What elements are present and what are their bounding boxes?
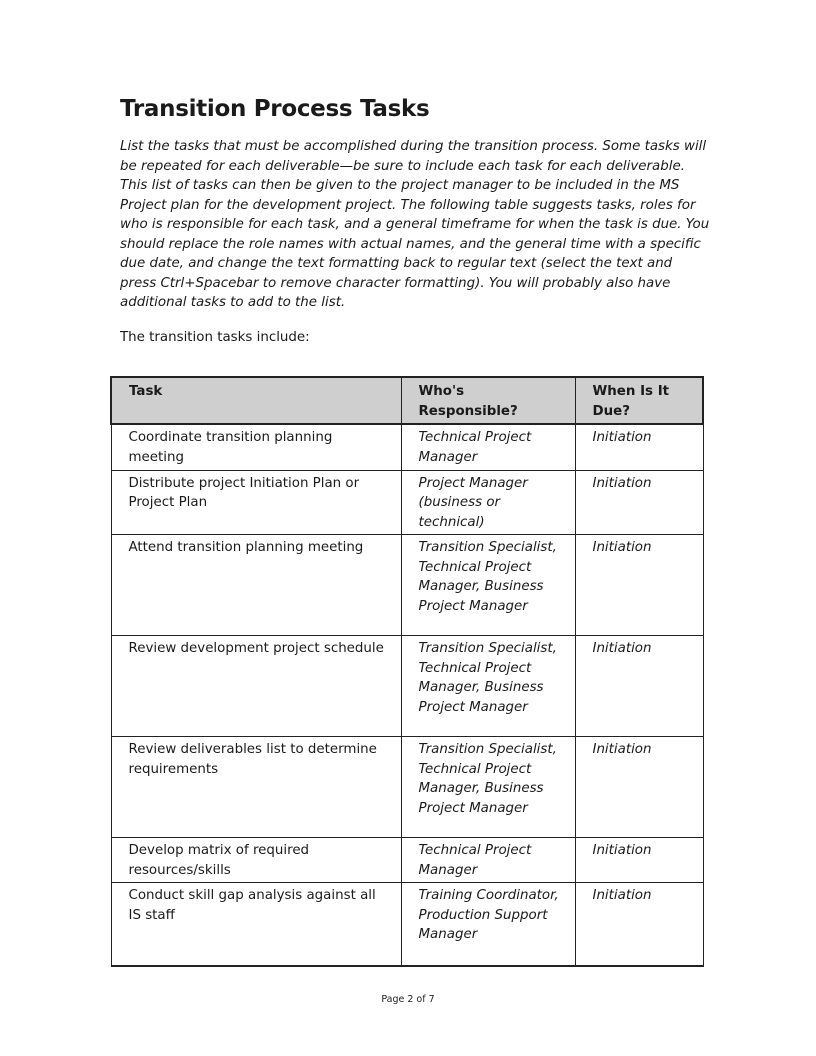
- responsible-cell: Technical Project Manager: [401, 838, 575, 883]
- task-cell: Distribute project Initiation Plan or Project Plan: [111, 470, 401, 535]
- lead-paragraph: The transition tasks include:: [120, 330, 310, 345]
- table-row: [111, 838, 703, 883]
- table-header: [111, 377, 703, 424]
- due-cell: Initiation: [575, 737, 703, 838]
- responsible-cell: Transition Specialist, Technical Project Manager, Business Project Manager: [401, 535, 575, 636]
- responsible-cell: Project Manager (business or technical): [401, 470, 575, 535]
- header-due: When Is It Due?: [575, 377, 703, 424]
- table-row: [111, 470, 703, 535]
- responsible-cell: Transition Specialist, Technical Project Manager, Business Project Manager: [401, 737, 575, 838]
- table-row: [111, 883, 703, 966]
- task-cell: Review development project schedule: [111, 636, 401, 737]
- task-cell: Attend transition planning meeting: [111, 535, 401, 636]
- responsible-cell: Technical Project Manager: [401, 424, 575, 470]
- table-body: [111, 424, 703, 966]
- page-footer: Page 2 of 7: [381, 994, 435, 1005]
- page-title: Transition Process Tasks: [120, 96, 430, 122]
- intro-paragraph: List the tasks that must be accomplished during the transition process. Some tasks will be repeated for each deliverable—be sure to include each task for each deliverable. This list of tasks can then be given to the project manager to be included in the MS Project plan for the development project. The following table suggests tasks, roles for who is responsible for each task, and a general timeframe for when the task is due. You should replace the role names with actual names, and the general time with a specific due date, and change the text formatting back to regular text (select the text and press Ctrl+Spacebar to remove character formatting). You will probably also have additional tasks to add to the list.: [120, 139, 710, 310]
- header-row: [111, 377, 703, 424]
- task-cell: Review deliverables list to determine requirements: [111, 737, 401, 838]
- responsible-cell: Training Coordinator, Production Support Manager: [401, 883, 575, 966]
- due-cell: Initiation: [575, 424, 703, 470]
- due-cell: Initiation: [575, 636, 703, 737]
- header-task: Task: [111, 377, 401, 424]
- transition-tasks-table: [110, 376, 704, 967]
- table-row: [111, 535, 703, 636]
- task-cell: Conduct skill gap analysis against all IS staff: [111, 883, 401, 966]
- table-row: [111, 636, 703, 737]
- due-cell: Initiation: [575, 838, 703, 883]
- due-cell: Initiation: [575, 535, 703, 636]
- header-responsible: Who's Responsible?: [401, 377, 575, 424]
- table-row: [111, 424, 703, 470]
- table-row: [111, 737, 703, 838]
- due-cell: Initiation: [575, 883, 703, 966]
- due-cell: Initiation: [575, 470, 703, 535]
- task-cell: Coordinate transition planning meeting: [111, 424, 401, 470]
- responsible-cell: Transition Specialist, Technical Project Manager, Business Project Manager: [401, 636, 575, 737]
- task-cell: Develop matrix of required resources/skills: [111, 838, 401, 883]
